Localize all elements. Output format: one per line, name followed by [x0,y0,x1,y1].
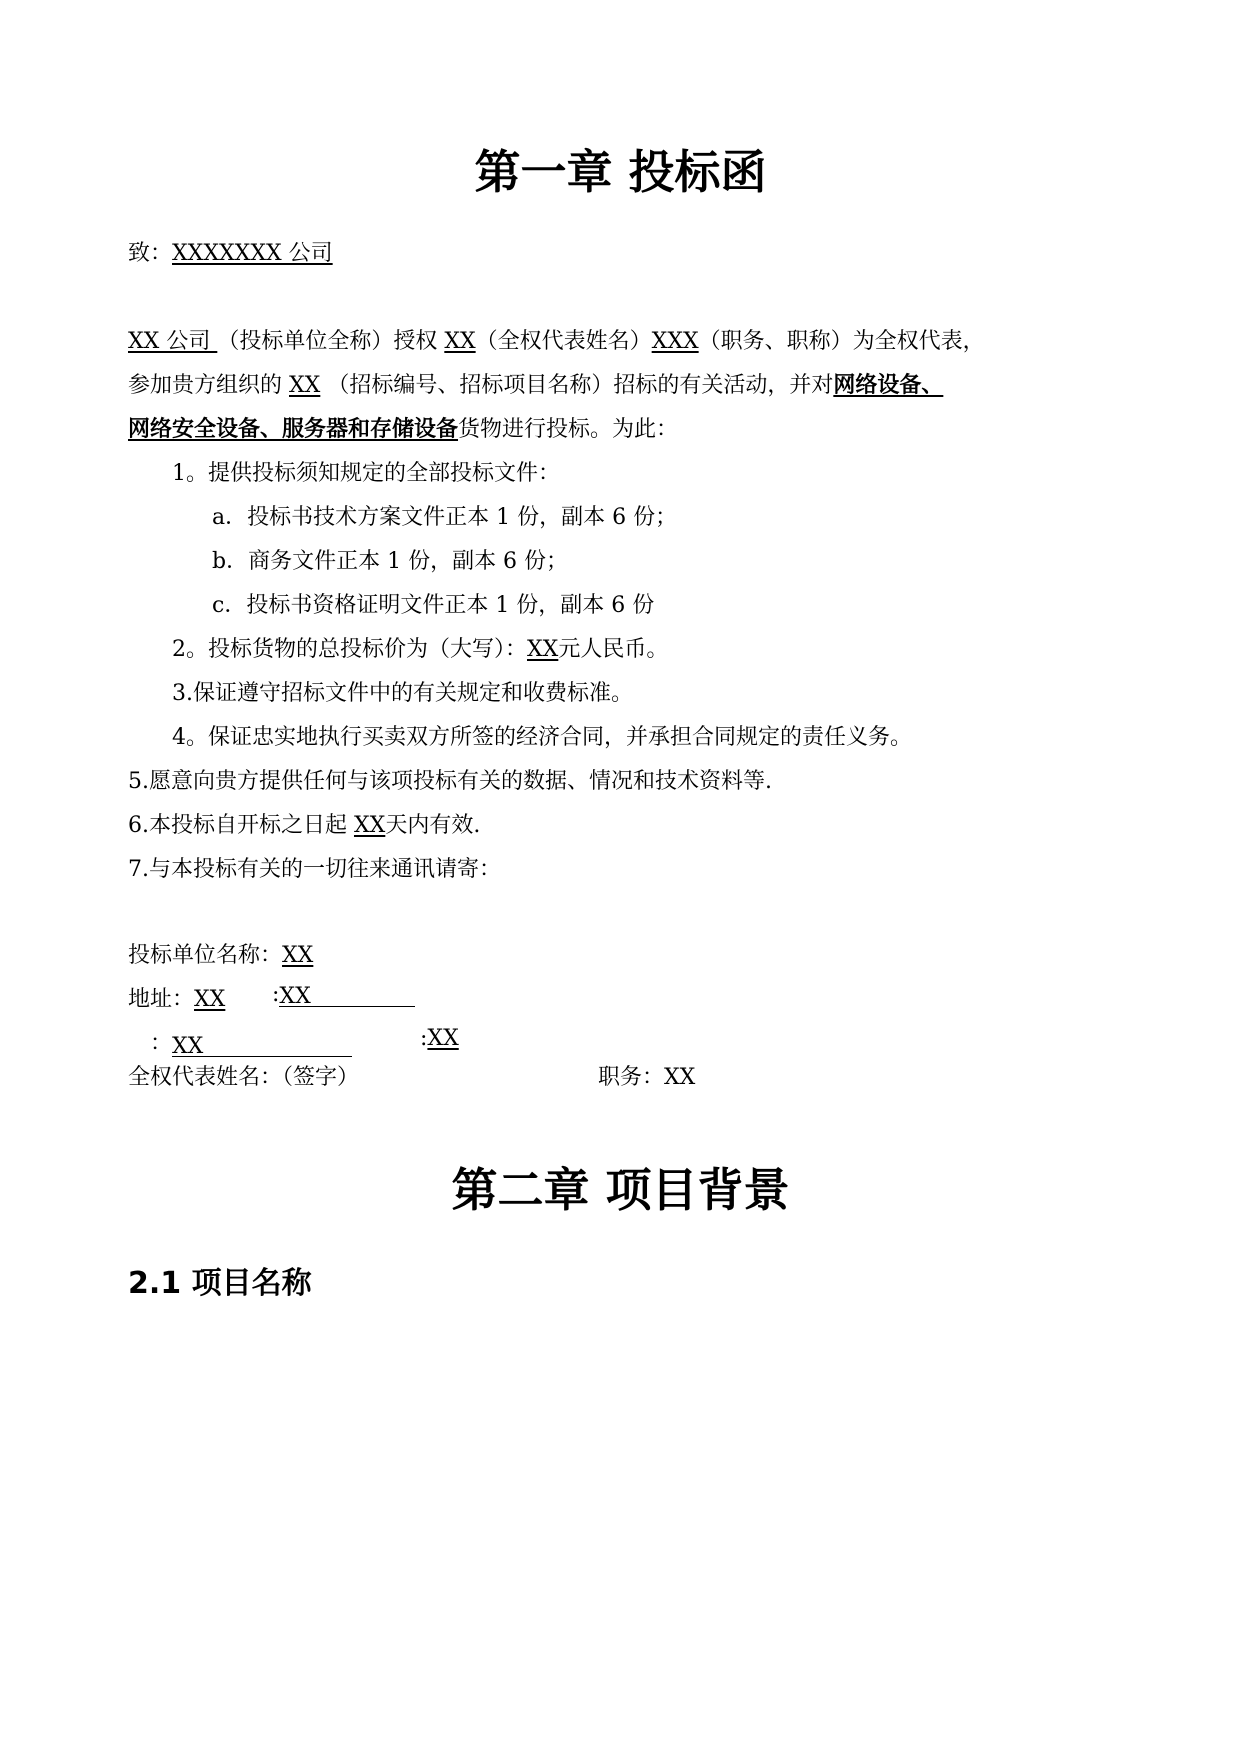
addressee-company: XXXXXXX 公司 [172,241,333,266]
section-2-1-title: 2.1 项目名称 [128,1266,312,1301]
list-item-5: 5.愿意向贵方提供任何与该项投标有关的数据、情况和技术资料等. [128,769,772,794]
list-item-1c: c．投标书资格证明文件正本 1 份，副本 6 份 [212,593,655,618]
duty-label: 职务： [598,1065,665,1090]
para-text-5: （招标编号、招标项目名称）招标的有关活动，并对 [320,373,834,398]
list-item-3: 3.保证遵守招标文件中的有关规定和收费标准。 [172,681,633,706]
list-item-7: 7.与本投标有关的一切往来通讯请寄： [128,857,501,882]
bidder-name-line [128,938,313,969]
duty-line [598,1060,695,1091]
address-line [128,982,225,1013]
validity-label: 6.本投标自开标之日起 [128,813,354,838]
authorization-line-1 [128,324,985,355]
list-item-1b: b．商务文件正本 1 份，副本 6 份； [212,549,569,574]
list-item-1a: a．投标书技术方案文件正本 1 份，副本 6 份； [212,505,678,530]
bidder-name-label: 投标单位名称： [128,943,283,968]
contact-field-4-label: : [420,1026,428,1051]
contact-field-2-value: XX [279,984,311,1009]
contact-field-2 [272,982,415,1007]
goods-part-2: 网络安全设备、服务器和存储设备 [128,417,459,442]
bidder-company: XX 公司 [128,329,218,354]
bid-number: XX [289,373,321,398]
goods-part-1: 网络设备、 [833,373,944,398]
contact-field-4-value: XX [427,1026,459,1051]
signature-label: 全权代表姓名：（签字） [128,1065,360,1090]
representative-name: XX [444,329,476,354]
chapter-1-title: 第一章 投标函 [474,145,767,199]
para-text-1: （投标单位全称）授权 [217,329,445,354]
list-item-4: 4。保证忠实地执行买卖双方所签的经济合同，并承担合同规定的责任义务。 [172,725,912,750]
contact-field-4 [420,1026,459,1051]
para-text-6: 货物进行投标。为此： [458,417,679,442]
para-text-3: （职务、职称）为全权代表， [698,329,985,354]
para-text-4: 参加贵方组织的 [128,373,289,398]
list-item-6 [128,808,480,839]
representative-title: XXX [651,329,699,354]
duty-value: XX [664,1065,696,1090]
list-item-1: 1。提供投标须知规定的全部投标文件： [172,461,560,486]
total-price-unit: 元人民币。 [558,637,669,662]
validity-unit: 天内有效. [385,813,481,838]
total-price-value: XX [527,637,559,662]
address-label: 地址： [128,987,195,1012]
total-price-label: 2。投标货物的总投标价为（大写）： [172,637,527,662]
authorization-line-3 [128,412,678,443]
contact-field-2-label: : [272,982,280,1007]
addressee-prefix: 致： [128,241,173,266]
contact-field-3-blank [172,1034,352,1057]
contact-field-2-blank [279,984,415,1007]
validity-days: XX [353,813,386,838]
para-text-2: （全权代表姓名） [475,329,652,354]
bidder-name-value: XX [282,943,314,968]
list-item-2 [172,632,668,663]
address-value: XX [194,987,226,1012]
contact-field-3-value: XX [172,1034,204,1059]
addressee-line [128,236,333,267]
authorization-line-2 [128,368,943,399]
contact-field-3 [150,1026,352,1057]
contact-field-3-label: ： [150,1031,173,1056]
chapter-2-title: 第二章 项目背景 [451,1163,790,1217]
